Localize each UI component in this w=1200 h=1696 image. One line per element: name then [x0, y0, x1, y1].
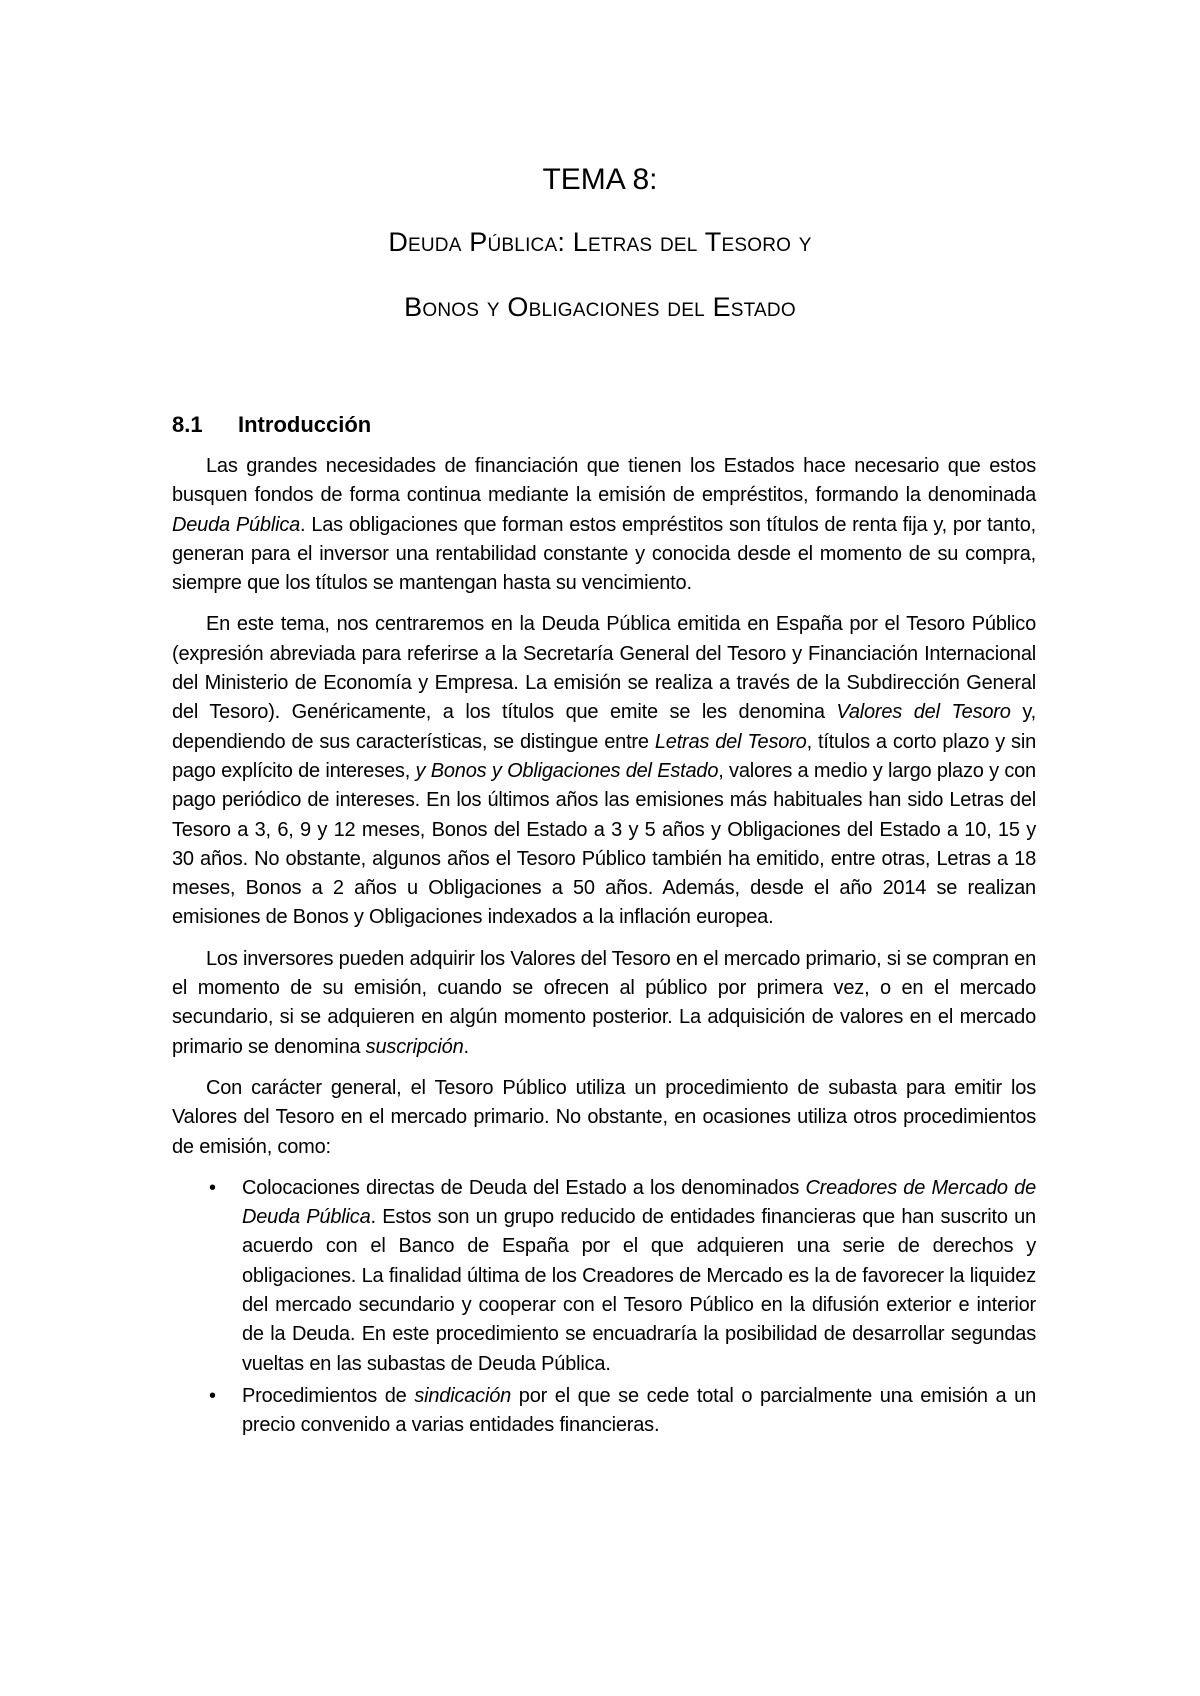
chapter-subtitle-line-1 [0, 224, 1200, 260]
paragraph-1-text-a: Las grandes necesidades de financiación que tienen los Estados hace necesario que estos busquen fondos de forma continua mediante la emisión de empréstitos, formando la denominada [172, 455, 1036, 507]
section-number: 8.1 [172, 412, 203, 437]
section-title: Introducción [238, 412, 372, 437]
bullet-2-italic-sindicacion: sindicación [414, 1384, 512, 1407]
bullet-icon: • [209, 1384, 216, 1407]
chapter-title [0, 160, 1200, 200]
bullet-list [172, 1174, 1036, 1441]
list-item [172, 1174, 1036, 1379]
list-item [172, 1382, 1036, 1441]
paragraph-2-text-e: , títulos a corto plazo y sin pago explícito de intereses, [172, 730, 1036, 782]
bullet-icon: • [209, 1176, 216, 1199]
bullet-1-text-c: . Estos son un grupo reducido de entidades financieras que han suscrito un acuerdo con el Banco de España por el que adquieren una serie de derechos y obligaciones. La finalidad última de los Creadores de Mercado es la de favorecer la liquidez del mercado secundario y cooperar con el Tesoro Público en la difusión exterior e interior de la Deuda. En este procedimiento se encuadraría la posibilidad de desarrollar segundas vueltas en las subastas de Deuda Pública. [242, 1206, 1036, 1375]
chapter-subtitle-line-2 [0, 289, 1200, 325]
paragraph-2-text-c: y, dependiendo de sus características, se distingue entre [172, 701, 1037, 753]
paragraph-2-italic-bonos-obligaciones: y Bonos y Obligaciones del Estado [415, 759, 719, 782]
paragraph-3-text-c: . [463, 1035, 469, 1058]
bullet-1-text-a: Colocaciones directas de Deuda del Estado a los denominados [242, 1176, 806, 1199]
section-heading [172, 410, 371, 440]
paragraph-4 [172, 1074, 1036, 1162]
bullet-2-text-c: por el que se cede total o parcialmente una emisión a un precio convenido a varias entidades financieras. [242, 1384, 1036, 1437]
paragraph-1 [172, 452, 1036, 598]
bullet-2-text-a: Procedimientos de [242, 1384, 415, 1407]
paragraph-3-text-a: Los inversores pueden adquirir los Valores del Tesoro en el mercado primario, si se compran en el momento de su emisión, cuando se ofrecen al público por primera vez, o en el mercado secundario, si se adquieren en algún momento posterior. La adquisición de valores en el mercado primario se denomina [172, 947, 1036, 1058]
paragraph-1-italic-deuda-publica: Deuda Pública [172, 513, 301, 536]
chapter-subtitle-line-1-text: Deuda Pública: Letras del Tesoro y [388, 227, 812, 257]
paragraph-2-text-g: , valores a medio y largo plazo y con pago periódico de intereses. En los últimos años las emisiones más habituales han sido Letras del Tesoro a 3, 6, 9 y 12 meses, Bonos del Estado a 3 y 5 años y Obligaciones del Estado a 10, 15 y 30 años. No obstante, algunos años el Tesoro Público también ha emitido, entre otras, Letras a 18 meses, Bonos a 2 años u Obligaciones a 50 años. Además, desde el año 2014 se realizan emisiones de Bonos y Obligaciones indexados a la inflación europea. [172, 759, 1036, 929]
paragraph-3 [172, 945, 1036, 1062]
chapter-subtitle-line-2-text: Bonos y Obligaciones del Estado [404, 292, 796, 322]
paragraph-1-text-c: . Las obligaciones que forman estos empréstitos son títulos de renta fija y, por tanto, generan para el inversor una rentabilidad constante y conocida desde el momento de su compra, siempre que los títulos se mantengan hasta su vencimiento. [172, 513, 1036, 595]
paragraph-4-text-a: Con carácter general, el Tesoro Público utiliza un procedimiento de subasta para emitir los Valores del Tesoro en el mercado primario. No obstante, en ocasiones utiliza otros procedimientos de emisión, como: [172, 1076, 1036, 1158]
paragraph-3-italic-suscripcion: suscripción [365, 1035, 464, 1058]
chapter-title-text: TEMA 8: [542, 163, 658, 196]
body-text [172, 452, 1036, 1444]
paragraph-2-italic-valores-del-tesoro: Valores del Tesoro [836, 701, 1011, 724]
paragraph-2 [172, 610, 1036, 932]
paragraph-2-text-a: En este tema, nos centraremos en la Deuda Pública emitida en España por el Tesoro Público (expresión abreviada para referirse a la Secretaría General del Tesoro y Financiación Internacional del Ministerio de Economía y Empresa. La emisión se realiza a través de la Subdirección General del Tesoro). Genéricamente, a los títulos que emite se les denomina [172, 613, 1036, 724]
bullet-1-italic-creadores: Creadores de Mercado de Deuda Pública [242, 1176, 1036, 1229]
paragraph-2-italic-letras-del-tesoro: Letras del Tesoro [654, 730, 807, 753]
